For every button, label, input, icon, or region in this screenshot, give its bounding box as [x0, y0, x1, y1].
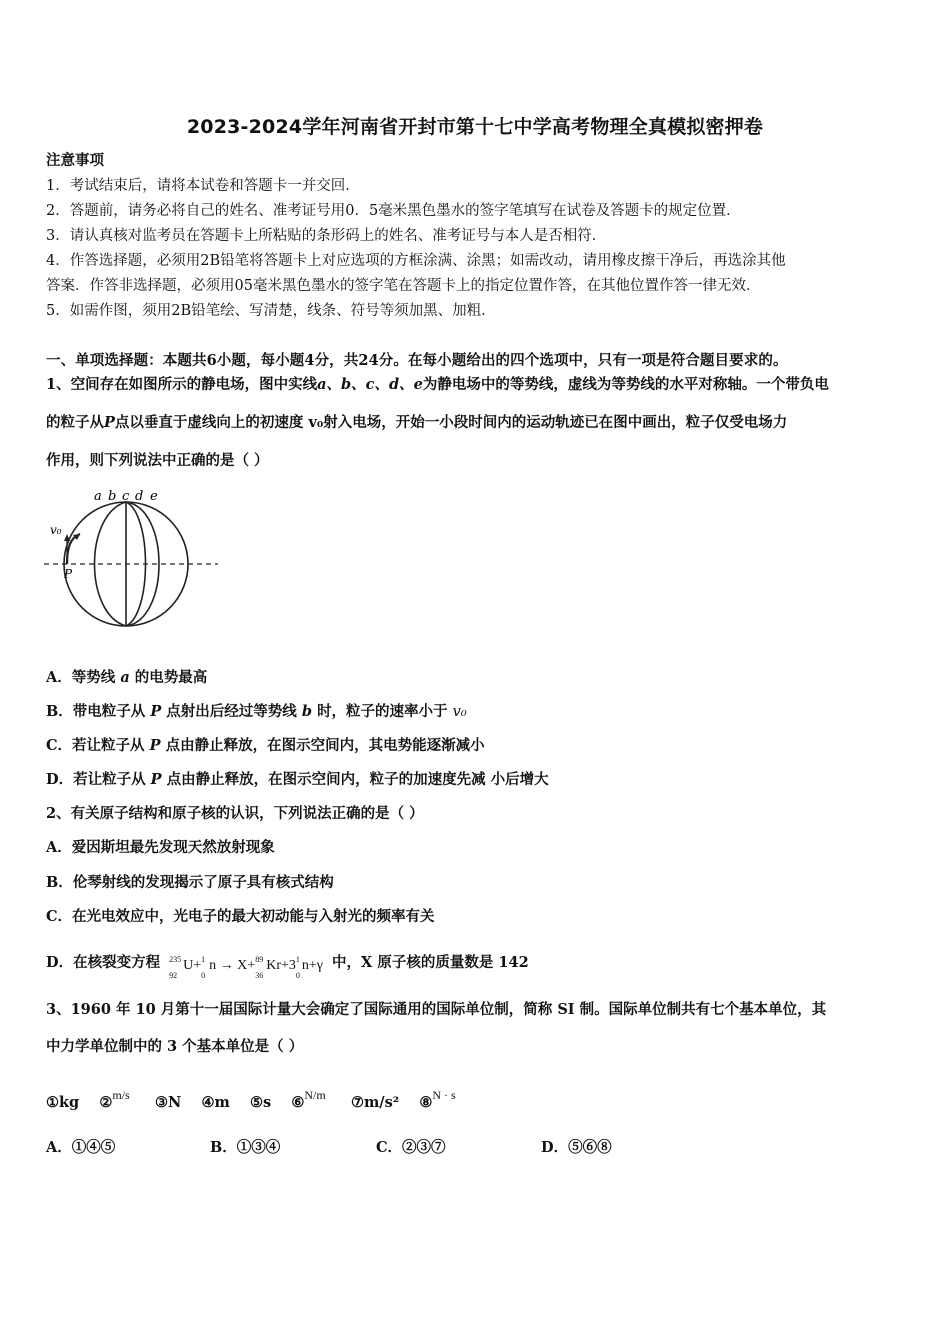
label-d: d: [135, 489, 144, 504]
notice-item-4-cont: 答案．作答非选择题，必须用05毫米黑色墨水的签字笔在答题卡上的指定位置作答，在其他位置作答一律无效．: [46, 278, 761, 294]
unit-3: ③N: [154, 1094, 182, 1111]
unit-1: ①kg: [46, 1094, 80, 1111]
unit-6: N/m: [304, 1088, 326, 1102]
q3-option-a: A．①④⑤: [46, 1139, 116, 1156]
unit-5: ⑤s: [250, 1094, 272, 1111]
unit-7: ⑦m/s²: [350, 1094, 400, 1111]
q3-unit-list: [46, 1085, 456, 1113]
q1-option-d: D．若让粒子从 P 点由静止释放，在图示空间内，粒子的加速度先减 小后增大: [46, 771, 549, 788]
q1-equipotential-figure: [40, 486, 225, 628]
label-c: c: [122, 489, 130, 504]
label-b: b: [108, 489, 117, 504]
page-title: 2023-2024学年河南省开封市第十七中学高考物理全真模拟密押卷: [186, 116, 764, 138]
q3-option-b: B．①③④: [210, 1139, 281, 1156]
unit-8: N · s: [432, 1088, 456, 1102]
q2-option-d: D．在核裂变方程 235 92 U+ 1 0 n → X+ 89 36 Kr+3 1 0 n+γ 中，X 原子核的质量数是 142: [46, 954, 529, 980]
section-heading: 一、单项选择题：本题共6小题，每小题4分，共24分。在每小题给出的四个选项中，只有一项是符合题目要求的。: [46, 352, 788, 369]
q2-stem: 2、有关原子结构和原子核的认识，下列说法正确的是（ ）: [46, 805, 424, 822]
unit-8-marker: ⑧: [419, 1094, 433, 1111]
q2-option-a: A．爱因斯坦最先发现天然放射现象: [46, 839, 275, 856]
notice-item-5: 5．如需作图，须用2B铅笔绘、写清楚，线条、符号等须加黑、加粗．: [46, 303, 496, 319]
notice-item-3: 3．请认真核对监考员在答题卡上所粘贴的条形码上的姓名、准考证号与本人是否相符．: [46, 228, 607, 244]
fission-equation: 235 92 U+ 1 0 n → X+ 89 36 Kr+3 1 0 n+γ: [169, 955, 323, 980]
label-v0: v₀: [50, 523, 62, 537]
q2-option-b: B．伦琴射线的发现揭示了原子具有核式结构: [46, 874, 334, 891]
unit-6-marker: ⑥: [291, 1094, 305, 1111]
q1-option-c: C．若让粒子从 P 点由静止释放，在图示空间内，其电势能逐渐减小: [46, 737, 485, 754]
unit-2-marker: ②: [99, 1094, 113, 1111]
q3-stem-line1: 3、1960 年 10 月第十一届国际计量大会确定了国际通用的国际单位制，简称 SI 制。国际单位制共有七个基本单位，其: [46, 1001, 827, 1018]
q1-stem-line3: 作用，则下列说法中正确的是（ ）: [46, 452, 269, 469]
q1-option-a: A．等势线 a 的电势最高: [46, 669, 208, 686]
q1-stem-line1: 1、空间存在如图所示的静电场，图中实线a、b、c、d、e为静电场中的等势线，虚线为等势线的水平对称轴。一个带负电: [46, 376, 829, 393]
notice-heading: 注意事项: [46, 152, 104, 169]
notice-item-4: 4．作答选择题，必须用2B铅笔将答题卡上对应选项的方框涂满、涂黑；如需改动，请用橡皮擦干净后，再选涂其他: [46, 253, 786, 269]
label-a: a: [94, 489, 102, 504]
q2-option-c: C．在光电效应中，光电子的最大初动能与入射光的频率有关: [46, 908, 435, 925]
unit-4: ④m: [201, 1094, 230, 1111]
label-e: e: [150, 489, 158, 504]
notice-item-2: 2．答题前，请务必将自己的姓名、准考证号用0．5毫米黑色墨水的签字笔填写在试卷及答题卡的规定位置．: [46, 203, 741, 219]
q3-option-c: C．②③⑦: [376, 1139, 446, 1156]
q3-option-d: D．⑤⑥⑧: [541, 1139, 612, 1156]
q1-stem-line2: 的粒子从P点以垂直于虚线向上的初速度 v₀射入电场，开始一小段时间内的运动轨迹已在图中画出，粒子仅受电场力: [46, 414, 788, 431]
unit-2: m/s: [112, 1088, 130, 1102]
q3-stem-line2: 中力学单位制中的 3 个基本单位是（ ）: [46, 1038, 304, 1055]
label-p: P: [64, 567, 73, 581]
notice-item-1: 1．考试结束后，请将本试卷和答题卡一并交回．: [46, 178, 360, 194]
q1-option-b: B．带电粒子从 P 点射出后经过等势线 b 时，粒子的速率小于 v₀: [46, 703, 467, 720]
